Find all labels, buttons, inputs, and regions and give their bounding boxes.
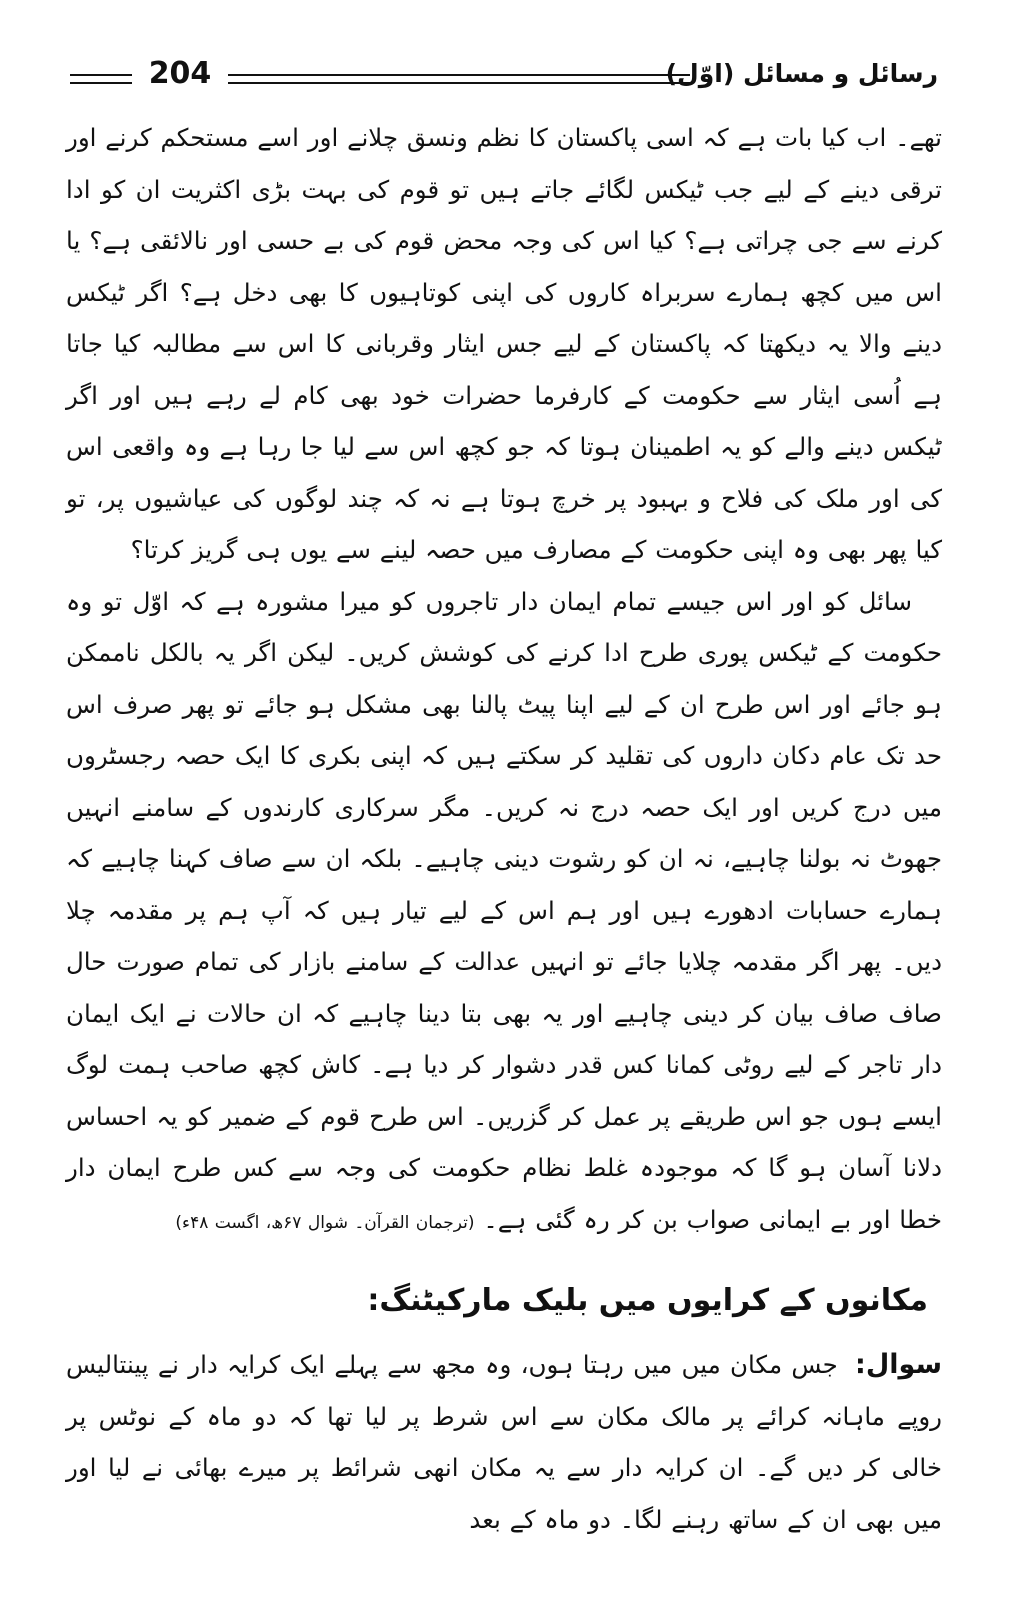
paragraph-2-text: سائل کو اور اس جیسے تمام ایمان دار تاجروں کو میرا مشورہ ہے کہ اوّل تو وہ حکومت کے ٹیکس پوری طرح ادا کرنے کی کوشش کریں۔ لیکن اگر یہ بالکل ناممکن ہو جائے اور اس طرح ان کے لیے اپنا پیٹ پالنا بھی مشکل ہو جائے تو پھر صرف اس حد تک عام دکان داروں کی تقلید کر سکتے ہیں کہ اپنی بکری کا ایک حصہ رجسٹروں میں درج کریں اور ایک حصہ درج نہ کریں۔ مگر سرکاری کارندوں کے سامنے انہیں جھوٹ نہ بولنا چاہیے، نہ ان کو رشوت دینی چاہیے۔ بلکہ ان سے صاف کہنا چاہیے کہ ہمارے حسابات ادھورے ہیں اور ہم اس کے لیے تیار ہیں کہ آپ ہم پر مقدمہ چلا دیں۔ پھر اگر مقدمہ چلایا جائے تو انہیں عدالت کے سامنے بازار کی تمام صورت حال صاف صاف بیان کر دینی چاہیے اور یہ بھی بتا دینا چاہیے کہ ان حالات نے ایک ایمان دار تاجر کے لیے روٹی کمانا کس قدر دشوار کر دیا ہے۔ کاش کچھ صاحب ہمت لوگ ایسے ہوں جو اس طریقے پر عمل کر گزریں۔ اس طرح قوم کے ضمیر کو یہ احساس دلانا آسان ہو گا کہ موجودہ غلط نظام حکومت کی وجہ سے کس طرح ایمان دار خطا اور بے ایمانی صواب بن کر رہ گئی ہے۔ (66, 586, 942, 1234)
page-header (70, 44, 938, 104)
section-heading: مکانوں کے کرایوں میں بلیک مارکیٹنگ: (367, 1283, 928, 1318)
page-number: 204 (148, 56, 212, 91)
question-text: جس مکان میں میں رہتا ہوں، وہ مجھ سے پہلے ایک کرایہ دار نے پینتالیس روپے ماہانہ کرائے پر مالک مکان سے اس شرط پر لیا تھا کہ دو ماہ کے نوٹس پر خالی کر دیں گے۔ ان کرایہ دار سے یہ مکان انھی شرائط پر میرے بھائی نے لیا اور میں بھی ان کے ساتھ رہنے لگا۔ دو ماہ کے بعد (66, 1350, 942, 1534)
question-paragraph (66, 1339, 942, 1545)
page-body (66, 112, 942, 1545)
book-title: رسائل و مسائل (اوّل) (665, 59, 938, 88)
question-label: سوال: (855, 1349, 942, 1380)
paragraph-1: تھے۔ اب کیا بات ہے کہ اسی پاکستان کا نظم ونسق چلانے اور اسے مستحکم کرنے اور ترقی دینے کے لیے جب ٹیکس لگائے جاتے ہیں تو قوم کی بہت بڑی اکثریت ان کو ادا کرنے سے جی چراتی ہے؟ کیا اس کی وجہ محض قوم کی بے حسی اور نالائقی ہے؟ یا اس میں کچھ ہمارے سربراہ کاروں کی اپنی کوتاہیوں کا بھی دخل ہے؟ اگر ٹیکس دینے والا یہ دیکھتا کہ پاکستان کے لیے جس ایثار وقربانی کا اس سے مطالبہ کیا جاتا ہے اُسی ایثار سے حکومت کے کارفرما حضرات خود بھی کام لے رہے ہیں اور اگر ٹیکس دینے والے کو یہ اطمینان ہوتا کہ جو کچھ اس سے لیا جا رہا ہے وہ واقعی اس کی اور ملک کی فلاح و بہبود پر خرچ ہوتا ہے نہ کہ چند لوگوں کی عیاشیوں پر، تو کیا پھر بھی وہ اپنی حکومت کے مصارف میں حصہ لینے سے یوں ہی گریز کرتا؟ (66, 123, 942, 564)
header-rule-left (70, 74, 132, 84)
header-rule-middle (228, 74, 690, 84)
citation: (ترجمان القرآن۔ شوال ۶۷ھ، اگست ۴۸ء) (175, 1212, 475, 1233)
paragraph-2 (66, 576, 942, 1250)
